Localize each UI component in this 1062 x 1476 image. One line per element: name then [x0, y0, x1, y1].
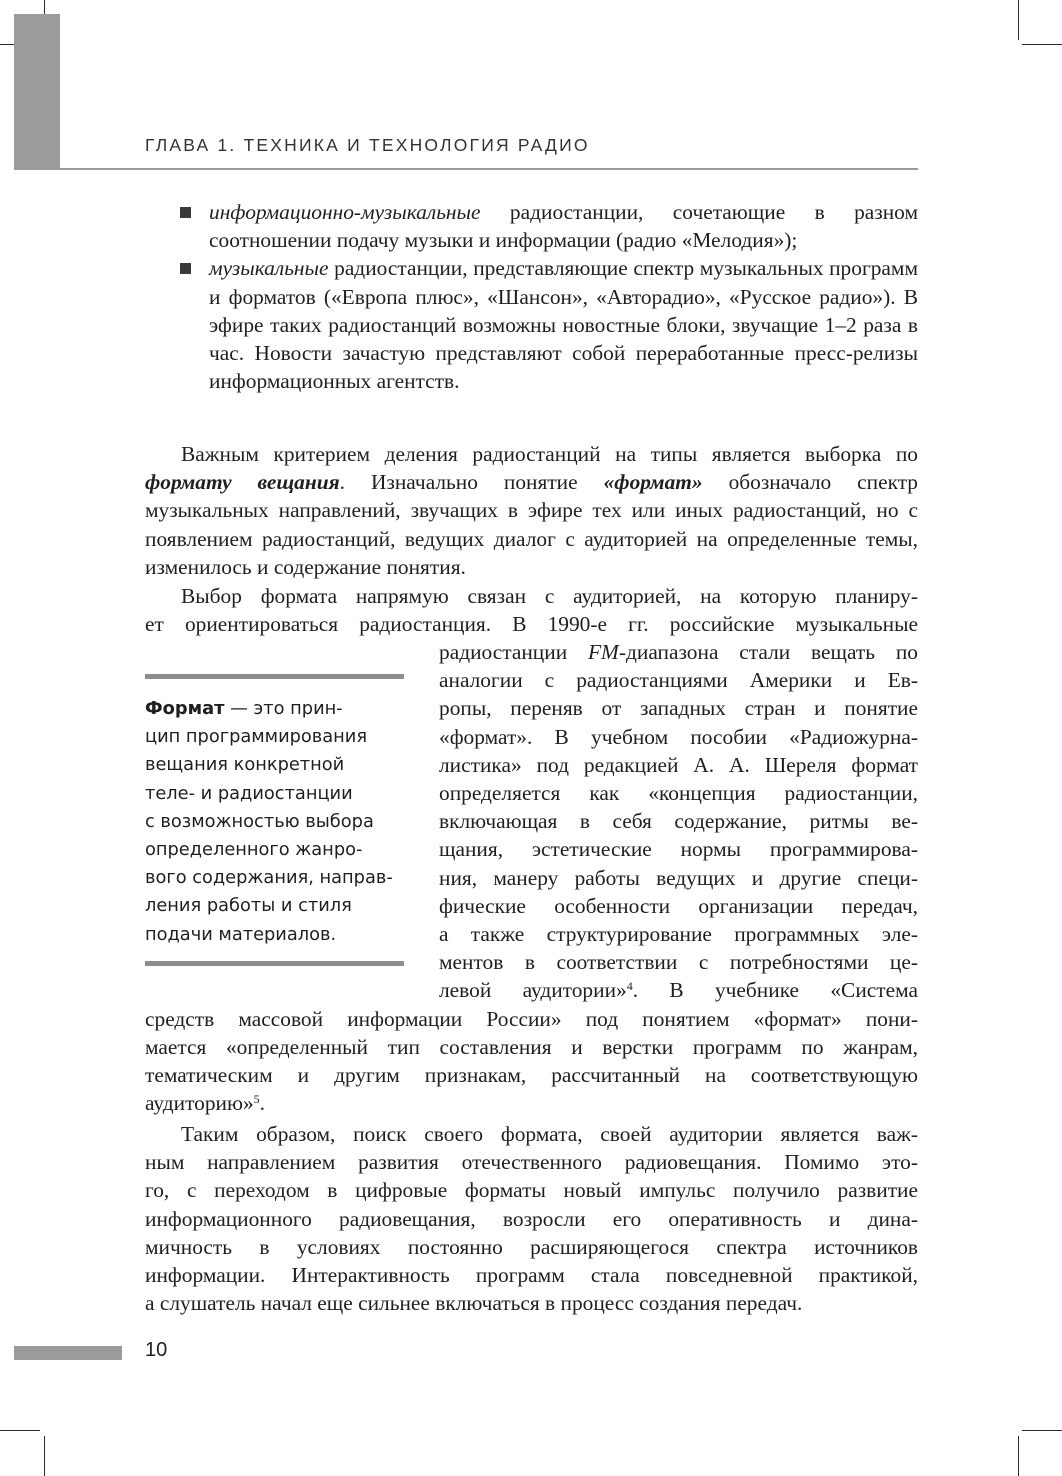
- running-head: ГЛАВА 1. ТЕХНИКА И ТЕХНОЛОГИЯ РАДИО: [145, 135, 590, 155]
- footnote-ref[interactable]: 5: [253, 1092, 260, 1107]
- list-item: [180, 254, 918, 395]
- paragraph-format-choice-wrapped: радиостанции FM-диапазона стали вещать по аналогии с радиостанциями Америки и Ев- ропы, переняв от западных стран и понятие «формат». В учебном пособии «Радиожурна- листика» под редакцией А. А. Шереля формат определяется как «концепция радиостанции, включающая в себя содержание, ритмы ве- щания, эстетические нормы программирова- ния, манеру работы ведущих и другие специ- фические особенности организации передач, а также структурирование программных эле- ментов в соответствии с потребностями це- левой аудитории»$^4$. В учебнике «Система средств массовой информации России» под понятием «формат» пони- мается «определенный тип составления и верстки программ по жанрам, тематическим и другим признакам, рассчитанный на соответствующую аудиторию»$^5$.: [145, 640, 918, 1116]
- footer-bar: [14, 1346, 122, 1360]
- fm-term: FM: [587, 640, 619, 664]
- crop-mark: [0, 1430, 40, 1431]
- header-rule: [14, 168, 918, 170]
- crop-mark: [44, 1436, 45, 1476]
- term-broadcast-format: формату вещания: [145, 470, 340, 495]
- sidebar-definition-text: Формат — это прин- цип программирования вещания конкретной теле- и радиостанции с возможностью выбора определенного жанро- вого содержания, направ- ления работы и стиля подачи материалов.: [145, 698, 393, 945]
- footnote-ref[interactable]: 4: [626, 979, 633, 994]
- term-format: «формат»: [603, 470, 703, 495]
- crop-mark: [1022, 44, 1062, 45]
- paragraph-format-criterion: Важным критерием деления радиостанций на типы является выборка по формату вещания. Изначально понятие «формат» обозначало спектр музыкальных направлений, звучащих в эфире тех или иных радиостанций, но с появлением радиостанций, ведущих диалог с аудиторией на определенные темы, изменилось и содержание понятия.: [145, 442, 918, 579]
- chapter-tab: [14, 14, 60, 168]
- bullet-text: радиостанции, представляющие спектр музыкальных программ и форматов («Европа плюс», «Шансон», «Авторадио», «Русское радио»). В эфире таких радиостанций возможны новостные блоки, звучащие 1–2 раза в час. Новости зачастую представляют собой переработанные пресс-релизы информационных агентств.: [209, 256, 918, 394]
- paragraph-conclusion: Таким образом, поиск своего формата, своей аудитории является важ- ным направлением развития отечественного радиовещания. Помимо это- го, с переходом в цифровые форматы новый импульс получило развитие информационного радиовещания, возросли его оперативность и дина- мичность в условиях постоянно расширяющегося спектра источников информации. Интерактивность программ стала повседневной практикой, а слушатель начал еще сильнее включаться в процесс создания передач.: [145, 1122, 918, 1316]
- page-number: 10: [145, 1339, 168, 1361]
- list-item: [180, 198, 918, 254]
- paragraph-format-choice-start: Выбор формата напрямую связан с аудиторией, на которую планиру- ет ориентироваться радиостанция. В 1990-е гг. российские музыкальные: [145, 584, 918, 637]
- crop-mark: [1018, 0, 1019, 40]
- sidebar-term: Формат: [145, 698, 225, 719]
- bullet-term: информационно-музыкальные: [209, 200, 481, 224]
- definition-sidebar: [145, 674, 404, 966]
- sidebar-bottom-rule: [145, 961, 404, 966]
- crop-mark: [1018, 1436, 1019, 1476]
- bullet-text: радиостанции, сочетающие в разном соотношении подачу музыки и информации (радио «Мелодия»);: [209, 200, 918, 253]
- bullet-list: [180, 198, 918, 395]
- crop-mark: [1022, 1430, 1062, 1431]
- bullet-term: музыкальные: [209, 256, 329, 281]
